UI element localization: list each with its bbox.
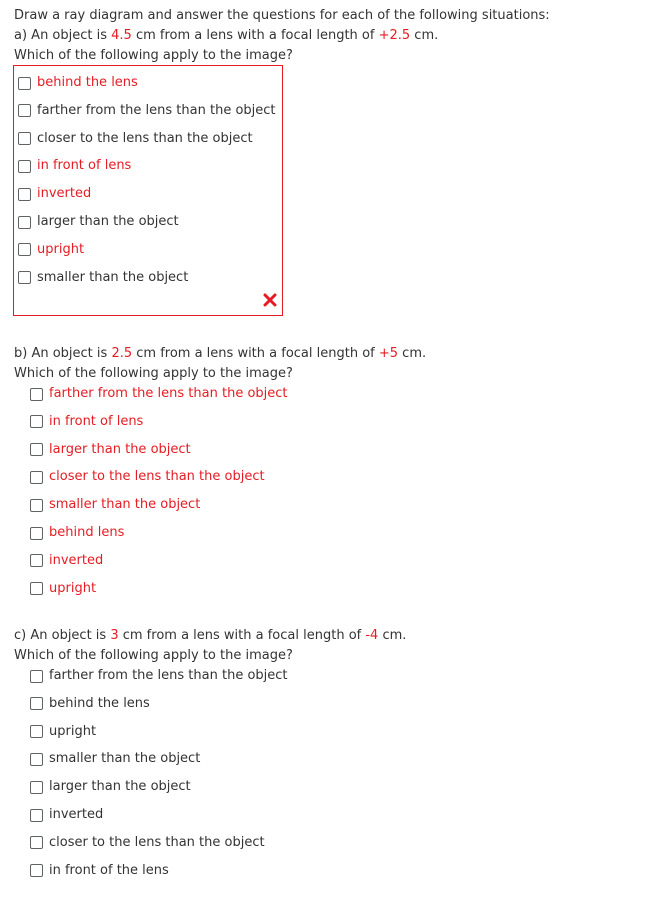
object-distance-value: 2.5 xyxy=(111,346,133,361)
checkbox[interactable] xyxy=(30,670,43,683)
option-label: in front of lens xyxy=(49,413,144,429)
checkbox[interactable] xyxy=(30,753,43,766)
object-distance-value: 4.5 xyxy=(111,28,132,43)
option-b-6[interactable] xyxy=(30,524,124,542)
checkbox[interactable] xyxy=(30,582,43,595)
option-label: in front of lens xyxy=(37,158,132,174)
prompt-b: Which of the following apply to the image? xyxy=(14,366,293,381)
instructions: Draw a ray diagram and answer the questions for each of the following situations: xyxy=(14,8,550,23)
focal-length-value: -4 xyxy=(365,628,379,643)
option-label: farther from the lens than the object xyxy=(49,668,288,683)
checkbox[interactable] xyxy=(30,725,43,738)
checkbox[interactable] xyxy=(30,443,43,456)
option-label: closer to the lens than the object xyxy=(37,130,253,146)
question-b: b) An object is 2.5 cm from a lens with a focal length of +5 cm. xyxy=(14,346,427,361)
option-label: larger than the object xyxy=(49,441,191,457)
option-label: closer to the lens than the object xyxy=(49,469,265,485)
option-label: upright xyxy=(37,241,85,257)
option-b-8[interactable] xyxy=(30,580,96,598)
option-c-8[interactable] xyxy=(30,862,169,880)
checkbox[interactable] xyxy=(30,864,43,877)
option-a-2[interactable] xyxy=(18,102,276,120)
focal-length-value: +2.5 xyxy=(378,28,411,43)
option-a-7[interactable] xyxy=(18,241,84,259)
option-label: smaller than the object xyxy=(49,497,201,513)
checkbox[interactable] xyxy=(30,415,43,428)
option-label: closer to the lens than the object xyxy=(49,834,265,850)
option-label: upright xyxy=(49,580,97,596)
option-a-5[interactable] xyxy=(18,185,91,203)
option-a-6[interactable] xyxy=(18,213,179,231)
option-c-2[interactable] xyxy=(30,695,150,713)
option-label: farther from the lens than the object xyxy=(49,386,288,401)
checkbox[interactable] xyxy=(18,271,31,284)
option-label: inverted xyxy=(49,552,104,568)
option-b-3[interactable] xyxy=(30,441,191,459)
option-a-8[interactable] xyxy=(18,269,188,287)
option-c-6[interactable] xyxy=(30,806,103,824)
option-label: behind the lens xyxy=(49,695,150,711)
checkbox[interactable] xyxy=(30,781,43,794)
option-label: larger than the object xyxy=(49,779,191,795)
prompt-c: Which of the following apply to the image? xyxy=(14,648,293,663)
checkbox[interactable] xyxy=(30,809,43,822)
checkbox[interactable] xyxy=(18,77,31,90)
option-b-4[interactable] xyxy=(30,468,265,486)
option-label: inverted xyxy=(49,807,104,822)
question-a: a) An object is 4.5 cm from a lens with a focal length of +2.5 cm. xyxy=(14,28,439,43)
checkbox[interactable] xyxy=(18,216,31,229)
option-c-5[interactable] xyxy=(30,778,191,796)
option-a-3[interactable] xyxy=(18,130,253,148)
option-label: smaller than the object xyxy=(49,751,201,767)
checkbox[interactable] xyxy=(18,132,31,145)
option-c-1[interactable] xyxy=(30,667,288,685)
option-a-1[interactable] xyxy=(18,74,138,92)
checkbox[interactable] xyxy=(30,697,43,710)
option-label: in front of the lens xyxy=(49,862,169,878)
checkbox[interactable] xyxy=(18,188,31,201)
option-c-4[interactable] xyxy=(30,750,200,768)
checkbox[interactable] xyxy=(18,243,31,256)
checkbox[interactable] xyxy=(30,554,43,567)
checkbox[interactable] xyxy=(30,836,43,849)
checkbox[interactable] xyxy=(18,160,31,173)
option-label: behind the lens xyxy=(37,75,138,90)
option-a-4[interactable] xyxy=(18,157,131,175)
option-b-5[interactable] xyxy=(30,496,200,514)
option-label: smaller than the object xyxy=(37,269,189,285)
option-label: farther from the lens than the object xyxy=(37,102,276,118)
option-c-3[interactable] xyxy=(30,723,96,741)
option-label: upright xyxy=(49,723,97,739)
option-b-1[interactable] xyxy=(30,385,288,403)
checkbox[interactable] xyxy=(30,388,43,401)
option-b-2[interactable] xyxy=(30,413,143,431)
option-label: larger than the object xyxy=(37,214,179,229)
checkbox[interactable] xyxy=(30,527,43,540)
prompt-a: Which of the following apply to the image? xyxy=(14,48,293,63)
checkbox[interactable] xyxy=(30,499,43,512)
option-label: behind lens xyxy=(49,525,125,540)
red-x-icon xyxy=(263,293,277,307)
object-distance-value: 3 xyxy=(110,628,119,643)
option-label: inverted xyxy=(37,186,92,202)
focal-length-value: +5 xyxy=(378,346,399,361)
option-b-7[interactable] xyxy=(30,552,103,570)
checkbox[interactable] xyxy=(18,104,31,117)
checkbox[interactable] xyxy=(30,471,43,484)
option-c-7[interactable] xyxy=(30,834,265,852)
question-c: c) An object is 3 cm from a lens with a focal length of -4 cm. xyxy=(14,628,407,643)
